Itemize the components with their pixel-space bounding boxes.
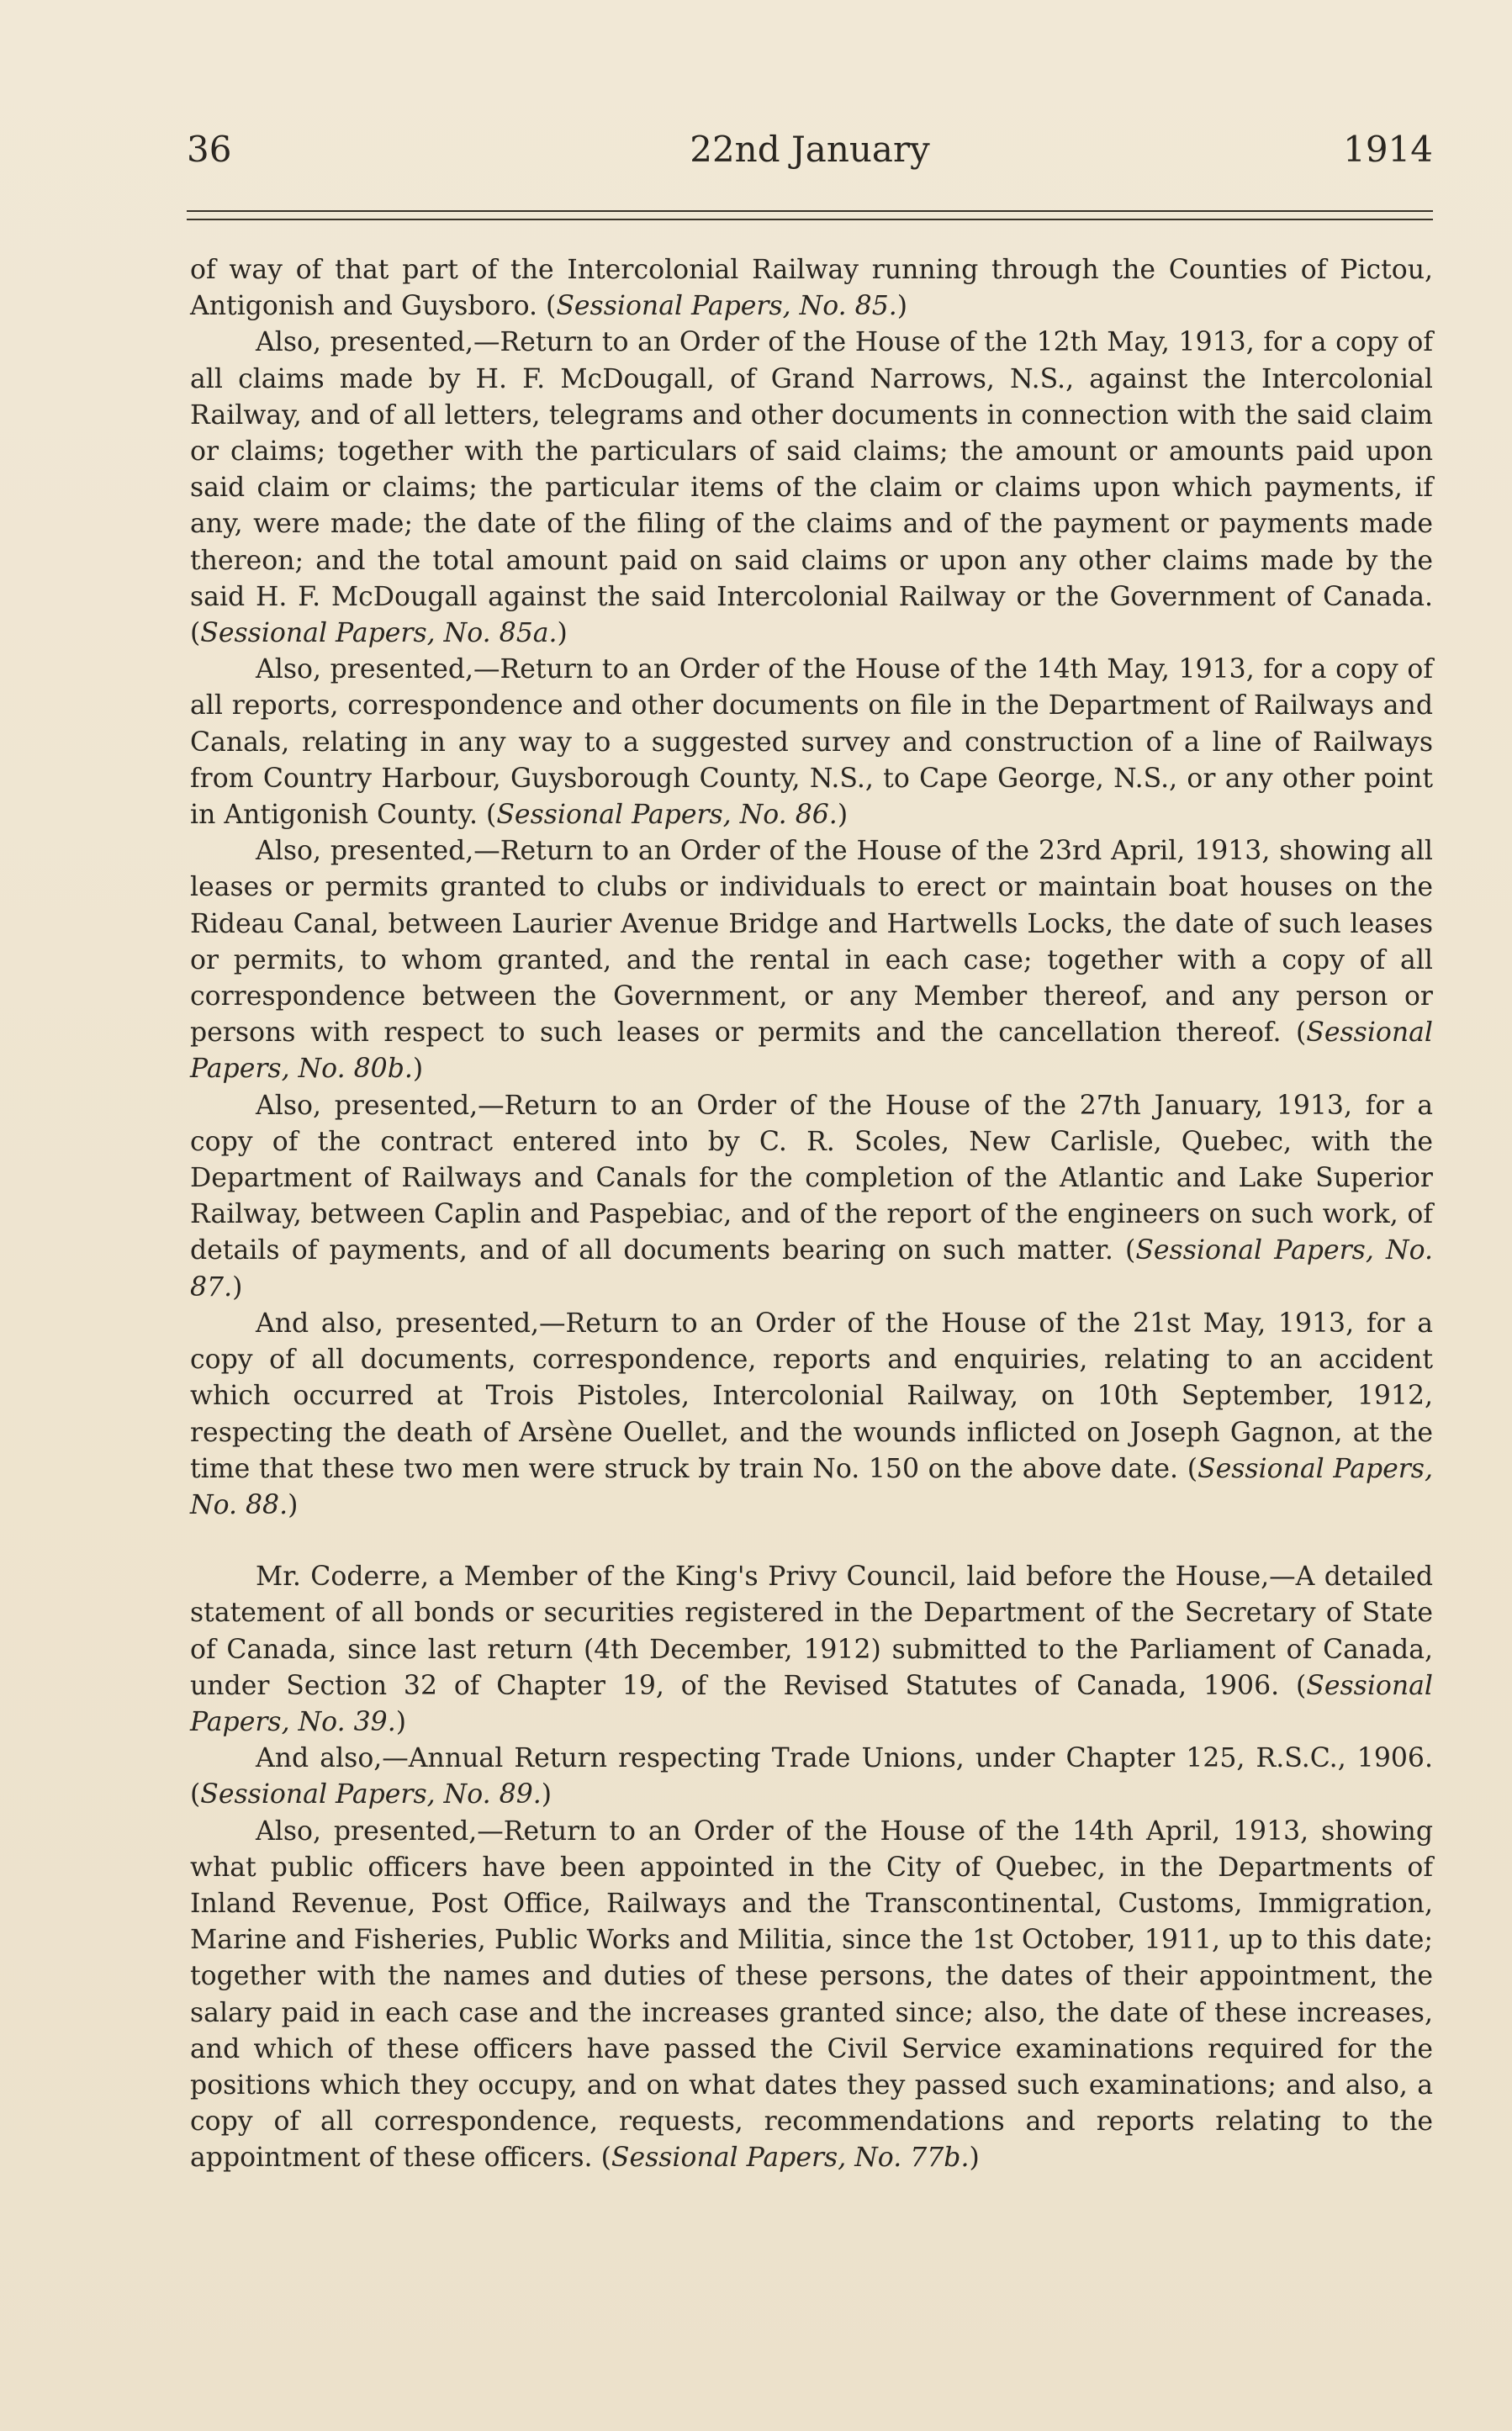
sessional-paper-ref: Sessional Papers, No. 85a. <box>200 618 558 649</box>
header-rule-bottom <box>187 219 1433 220</box>
sessional-paper-ref: Sessional Papers, No. 87. <box>190 1235 1433 1303</box>
header-year: 1914 <box>1343 129 1433 170</box>
page-number: 36 <box>187 129 232 170</box>
paragraph: And also,—Annual Return respecting Trade Unions, under Chapter 125, R.S.C., 1906. (Sessional Papers, No. 89.) <box>190 1743 1433 1810</box>
paragraph: And also, presented,—Return to an Order of the House of the 21st May, 1913, for a copy of all documents, correspondence, reports and enquiries, relating to an accident which occurred at Trois Pistoles, Intercolonial Railway, on 10th September, 1912, respecting the death of Arsène Ouellet, and the wounds inflicted on Joseph Gagnon, at the time that these two men were struck by train No. 150 on the above date. (Sessional Papers, No. 88.) <box>190 1308 1433 1520</box>
header-rule-top <box>187 210 1433 212</box>
sessional-paper-ref: Sessional Papers, No. 86. <box>496 800 838 831</box>
sessional-paper-ref: Sessional Papers, No. 89. <box>200 1779 542 1810</box>
paragraph: of way of that part of the Intercolonial Railway running through the Counties of Pictou, Antigonish and Guysboro. (Sessional Papers, No. 85.) <box>190 255 1433 322</box>
sessional-paper-ref: Sessional Papers, No. 80b. <box>190 1017 1433 1085</box>
paragraph: Also, presented,—Return to an Order of the House of the 14th May, 1913, for a copy of all reports, correspondence and other documents on file in the Department of Railways and Canals, relating in any way to a suggested survey and construction of a line of Railways from Country Harbour, Guysborough County, N.S., to Cape George, N.S., or any other point in Antigonish County. (Sessional Papers, No. 86.) <box>190 654 1433 831</box>
paragraph: Also, presented,—Return to an Order of the House of the 27th January, 1913, for a copy of the contract entered into by C. R. Scoles, New Carlisle, Quebec, with the Department of Railways and Canals for the completion of the Atlantic and Lake Superior Railway, between Caplin and Paspebiac, and of the report of the engineers on such work, of details of payments, and of all documents bearing on such matter. (Sessional Papers, No. 87.) <box>190 1090 1433 1303</box>
paragraph: Also, presented,—Return to an Order of the House of the 12th May, 1913, for a copy of all claims made by H. F. McDougall, of Grand Narrows, N.S., against the Intercolonial Railway, and of all letters, telegrams and other documents in connection with the said claim or claims; together with the particulars of said claims; the amount or amounts paid upon said claim or claims; the particular items of the claim or claims upon which payments, if any, were made; the date of the filing of the claims and of the payment or payments made thereon; and the total amount paid on said claims or upon any other claims made by the said H. F. McDougall against the said Intercolonial Railway or the Government of Canada. (Sessional Papers, No. 85a.) <box>190 327 1433 649</box>
sessional-paper-ref: Sessional Papers, No. 88. <box>190 1453 1433 1520</box>
header-date: 22nd January <box>690 129 930 170</box>
document-body <box>190 252 1433 2177</box>
paragraph: Mr. Coderre, a Member of the King's Privy Council, laid before the House,—A detailed statement of all bonds or securities registered in the Department of the Secretary of State of Canada, since last return (4th December, 1912) submitted to the Parliament of Canada, under Section 32 of Chapter 19, of the Revised Statutes of Canada, 1906. (Sessional Papers, No. 39.) <box>190 1562 1433 1737</box>
sessional-paper-ref: Sessional Papers, No. 77b. <box>611 2143 970 2174</box>
sessional-paper-ref: Sessional Papers, No. 39. <box>190 1670 1433 1737</box>
sessional-paper-ref: Sessional Papers, No. 85. <box>556 291 897 322</box>
paragraph: Also, presented,—Return to an Order of the House of the 23rd April, 1913, showing all leases or permits granted to clubs or individuals to erect or maintain boat houses on the Rideau Canal, between Laurier Avenue Bridge and Hartwells Locks, the date of such leases or permits, to whom granted, and the rental in each case; together with a copy of all correspondence between the Government, or any Member thereof, and any person or persons with respect to such leases or permits and the cancellation thereof. (Sessional Papers, No. 80b.) <box>190 836 1433 1085</box>
paragraph: Also, presented,—Return to an Order of the House of the 14th April, 1913, showing what public officers have been appointed in the City of Quebec, in the Departments of Inland Revenue, Post Office, Railways and the Transcontinental, Customs, Immigration, Marine and Fisheries, Public Works and Militia, since the 1st October, 1911, up to this date; together with the names and duties of these persons, the dates of their appointment, the salary paid in each case and the increases granted since; also, the date of these increases, and which of these officers have passed the Civil Service examinations required for the positions which they occupy, and on what dates they passed such examinations; and also, a copy of all correspondence, requests, recommendations and reports relating to the appointment of these officers. (Sessional Papers, No. 77b.) <box>190 1815 1433 2174</box>
page-header <box>187 124 1433 175</box>
